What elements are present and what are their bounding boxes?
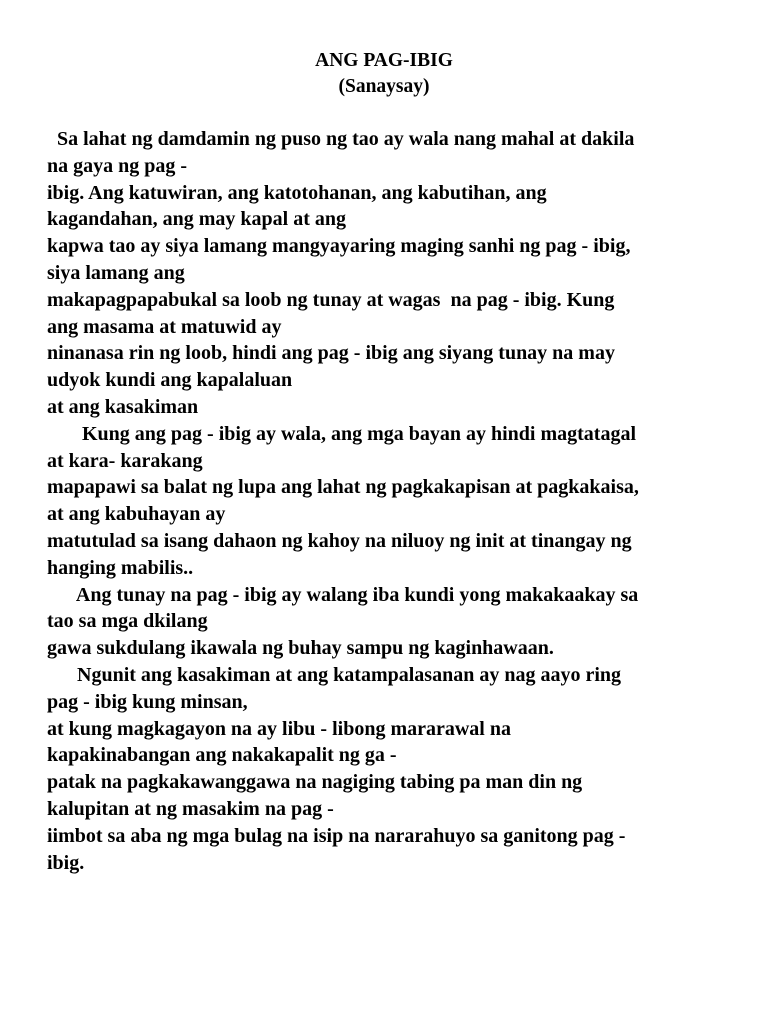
text-line: patak na pagkakawanggawa na nagiging tabing pa man din ng — [47, 771, 583, 794]
text-line: na gaya ng pag - — [47, 154, 188, 177]
text-line: Ang tunay na pag - ibig ay walang iba kundi yong makakaakay sa — [47, 583, 639, 606]
text-line: ibig. — [47, 851, 85, 874]
text-line: iimbot sa aba ng mga bulag na isip na nararahuyo sa ganitong pag - — [47, 824, 626, 847]
text-line: mapapawi sa balat ng lupa ang lahat ng pagkakapisan at pagkakaisa, — [47, 476, 639, 499]
text-line: kapwa tao ay siya lamang mangyayaring maging sanhi ng pag - ibig, — [47, 235, 631, 258]
text-line: at ang kabuhayan ay — [47, 503, 226, 526]
text-line: Sa lahat ng damdamin ng puso ng tao ay wala nang mahal at dakila — [47, 128, 635, 150]
text-line: makapagpapabukal sa loob ng tunay at wagas na pag - ibig. Kung — [47, 288, 615, 311]
text-line: hanging mabilis.. — [47, 556, 194, 579]
page-subtitle: (Sanaysay) — [338, 76, 430, 97]
text-line: at kung magkagayon na ay libu - libong mararawal na — [47, 717, 511, 740]
text-line: Kung ang pag - ibig ay wala, ang mga bayan ay hindi magtatagal — [47, 422, 636, 445]
text-line: at kara- karakang — [47, 449, 203, 472]
text-line: kalupitan at ng masakim na pag - — [47, 797, 334, 820]
text-line: Ngunit ang kasakiman at ang katampalasanan ay nag aayo ring — [47, 663, 622, 686]
text-line: ang masama at matuwid ay — [47, 315, 282, 338]
text-line: kagandahan, ang may kapal at ang — [47, 208, 346, 231]
text-line: pag - ibig kung minsan, — [47, 690, 248, 713]
text-line: siya lamang ang — [47, 261, 185, 284]
text-line: kapakinabangan ang nakakapalit ng ga - — [47, 744, 397, 767]
text-line: ibig. Ang katuwiran, ang katotohanan, ang kabutihan, ang — [47, 181, 547, 204]
text-line: ninanasa rin ng loob, hindi ang pag - ibig ang siyang tunay na may — [47, 342, 615, 365]
text-line: tao sa mga dkilang — [47, 610, 208, 633]
text-line: udyok kundi ang kapalaluan — [47, 369, 293, 392]
text-line: gawa sukdulang ikawala ng buhay sampu ng kaginhawaan. — [47, 637, 554, 660]
page-title: ANG PAG-IBIG — [315, 50, 453, 71]
text-line: matutulad sa isang dahaon ng kahoy na niluoy ng init at tinangay ng — [47, 529, 632, 552]
essay-body — [47, 126, 727, 876]
text-line: at ang kasakiman — [47, 395, 199, 418]
